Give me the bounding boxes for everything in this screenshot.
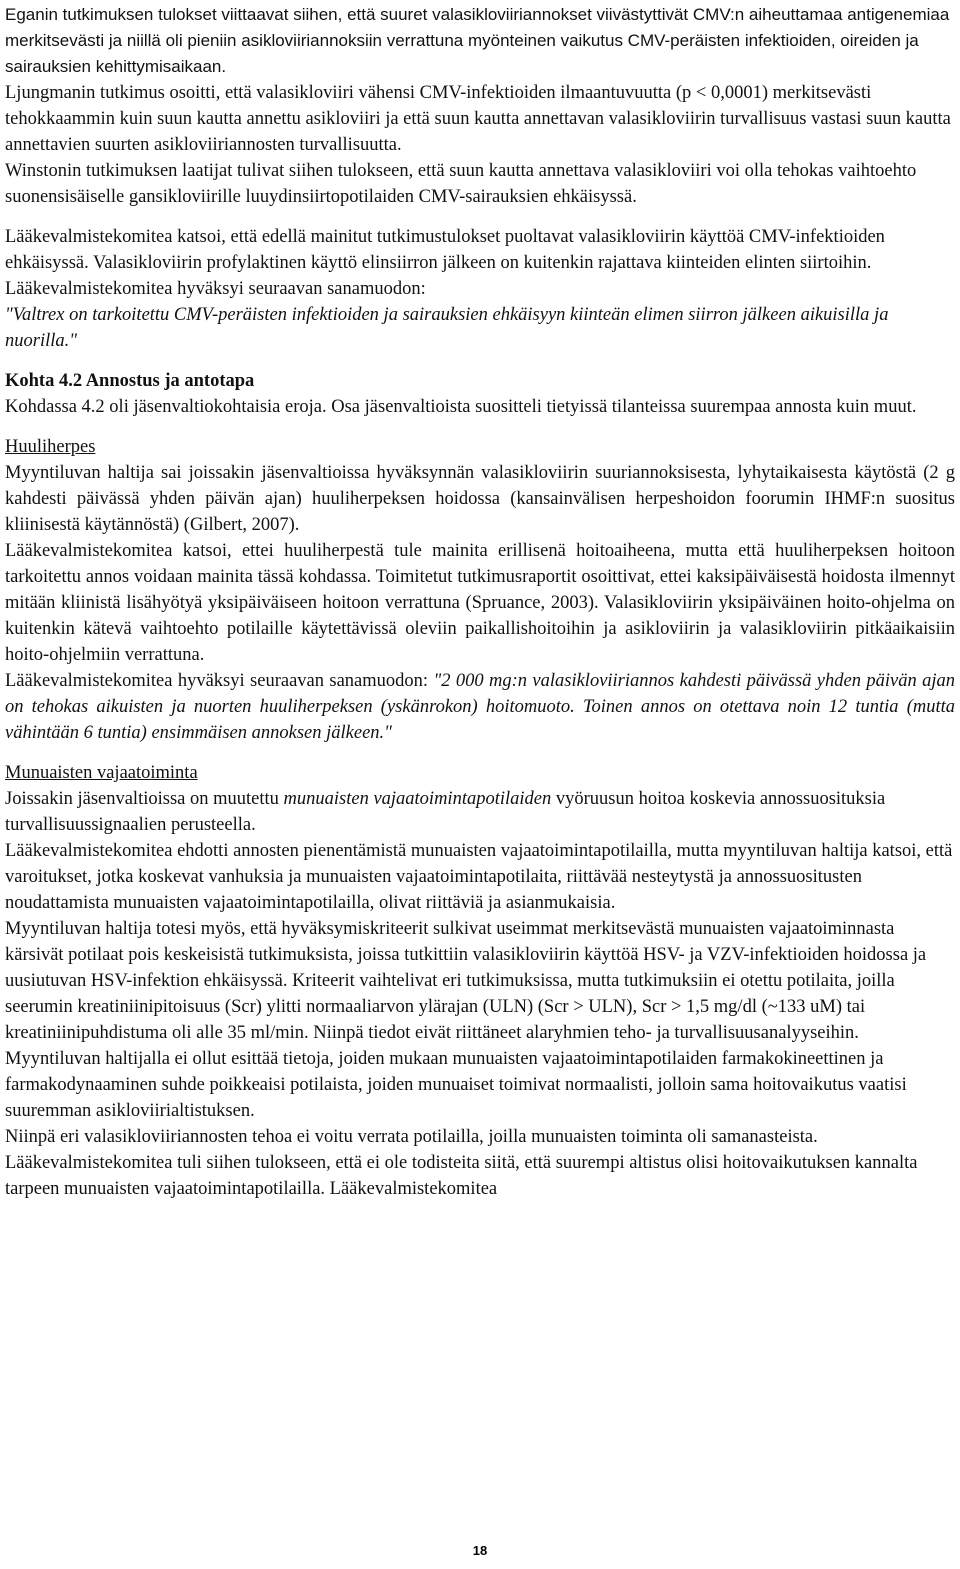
munuaisten-paragraph-1 <box>5 786 955 838</box>
approved-wording-quote: "Valtrex on tarkoitettu CMV-peräisten infektioiden ja sairauksien ehkäisyyn kiinteän elimen siirron jälkeen aikuisilla ja nuorilla." <box>5 305 889 351</box>
page-number: 18 <box>472 1543 488 1558</box>
section-intro-paragraph: Kohdassa 4.2 oli jäsenvaltiokohtaisia eroja. Osa jäsenvaltioista suositteli tietyissä tilanteissa suurempaa annosta kuin muut. <box>5 397 917 417</box>
munuaisten-p1-italic: munuaisten vajaatoimintapotilaiden <box>283 789 552 809</box>
section-heading: Kohta 4.2 Annostus ja antotapa <box>5 371 255 391</box>
munuaisten-paragraph-6: Lääkevalmistekomitea tuli siihen tulokseen, että ei ole todisteita siitä, että suurempi altistus olisi hoitovaikutuksen kannalta tarpeen munuaisten vajaatoimintapotilailla. Lääkevalmistekomitea <box>5 1153 918 1199</box>
munuaisten-heading: Munuaisten vajaatoiminta <box>5 763 198 783</box>
huuliherpes-heading: Huuliherpes <box>5 437 96 457</box>
munuaisten-paragraph-3: Myyntiluvan haltija totesi myös, että hyväksymiskriteerit sulkivat useimmat merkitsevästä munuaisten vajaatoiminnasta kärsivät potilaat pois keskeisistä tutkimuksista, joissa tutkittiin valasikloviirin käyttöä HSV- ja VZV-infektioiden hoidossa ja uusiutuvan HSV-infektion ehkäisyssä. Kriteerit vaihtelivat eri tutkimuksissa, mutta tutkimuksiin ei otettu potilaita, joilla seerumin kreatiniinipitoisuus (Scr) ylitti normaaliarvon ylärajan (ULN) (Scr > ULN), Scr > 1,5 mg/dl (~133 uM) tai kreatiniinipuhdistuma oli alle 35 ml/min. Niinpä tiedot eivät riittäneet alaryhmien teho- ja turvallisuusanalyyseihin. <box>5 919 927 1043</box>
intro-paragraph: Eganin tutkimuksen tulokset viittaavat siihen, että suuret valasikloviiriannokset viivästyttivät CMV:n aiheuttamaa antigenemiaa merkitsevästi ja niillä oli pieniin asikloviiriannoksiin verrattuna myönteinen vaikutus CMV-peräisten infektioiden, oireiden ja sairauksien kehittymisaikaan. <box>5 5 950 76</box>
huuliherpes-wording-quote: "2 000 mg:n valasikloviiriannos kahdesti päivässä yhden päivän ajan on tehokas aikuisten ja nuorten huuliherpeksen (yskänrokon) hoitomuoto. Toinen annos on otettava noin 12 tuntia (mutta vähintään 6 tuntia) ensimmäisen annoksen jälkeen." <box>5 671 955 743</box>
huuliherpes-paragraph-3 <box>5 668 955 746</box>
munuaisten-paragraph-4: Myyntiluvan haltijalla ei ollut esittää tietoja, joiden mukaan munuaisten vajaatoimintapotilaiden farmakokineettinen ja farmakodynaaminen suhde poikkeaisi potilaista, joiden munuaiset toimivat normaalisti, jolloin sama hoitovaikutus vaatisi suuremman asikloviirialtistuksen. <box>5 1049 907 1121</box>
committee-wording-paragraph: Lääkevalmistekomitea hyväksyi seuraavan sanamuodon: <box>5 279 426 299</box>
munuaisten-paragraph-2: Lääkevalmistekomitea ehdotti annosten pienentämistä munuaisten vajaatoimintapotilailla, mutta myyntiluvan haltija katsoi, että varoitukset, jotka koskevat vanhuksia ja munuaisten vajaatoimintapotilaita, riittävää nesteytystä ja annossuositusten noudattamista munuaisten vajaatoimintapotilailla, olivat riittäviä ja asianmukaisia. <box>5 841 953 913</box>
huuliherpes-wording-lead: Lääkevalmistekomitea hyväksyi seuraavan sanamuodon: <box>5 671 434 691</box>
committee-conclusion-paragraph: Lääkevalmistekomitea katsoi, että edellä mainitut tutkimustulokset puoltavat valasikloviirin käyttöä CMV-infektioiden ehkäisyssä. Valasikloviirin profylaktinen käyttö elinsiirron jälkeen on kuitenkin rajattava kiinteiden elinten siirtoihin. <box>5 227 885 273</box>
huuliherpes-paragraph-2: Lääkevalmistekomitea katsoi, ettei huuliherpestä tule mainita erillisenä hoitoaiheena, mutta että huuliherpeksen hoitoon tarkoitettu annos voidaan mainita tässä kohdassa. Toimitetut tutkimusraportit osoittivat, ettei kaksipäiväisestä hoidosta ilmennyt mitään kliinistä lisähyötyä yksipäiväiseen hoitoon verrattuna (Spruance, 2003). Valasikloviirin yksipäiväinen hoito-ohjelma on kuitenkin kätevä vaihtoehto potilaille käytettävissä oleviin paikallishoitoihin ja asikloviirin ja valasikloviirin pitkäaikaisiin hoito-ohjelmiin verrattuna. <box>5 541 955 665</box>
munuaisten-paragraph-5: Niinpä eri valasikloviiriannosten tehoa ei voitu verrata potilailla, joilla munuaisten toiminta oli samanasteista. <box>5 1127 818 1147</box>
ljungman-paragraph: Ljungmanin tutkimus osoitti, että valasikloviiri vähensi CMV-infektioiden ilmaantuvuutta (p < 0,0001) merkitsevästi tehokkaammin kuin suun kautta annettu asikloviiri ja että suun kautta annettavan valasikloviirin turvallisuus vastasi suun kautta annettavien suurten asikloviiriannosten turvallisuutta. <box>5 83 951 155</box>
winston-paragraph: Winstonin tutkimuksen laatijat tulivat siihen tulokseen, että suun kautta annettava valasikloviiri voi olla tehokas vaihtoehto suonensisäiselle gansikloviirille luuydinsiirtopotilaiden CMV-sairauksien ehkäisyssä. <box>5 161 917 207</box>
munuaisten-p1-start: Joissakin jäsenvaltioissa on muutettu <box>5 789 284 809</box>
huuliherpes-paragraph-1: Myyntiluvan haltija sai joissakin jäsenvaltioissa hyväksynnän valasikloviirin suuriannoksisesta, lyhytaikaisesta käytöstä (2 g kahdesti päivässä yhden päivän ajan) huuliherpeksen hoidossa (kansainvälisen herpeshoidon foorumin IHMF:n suositus kliinisestä käytännöstä) (Gilbert, 2007). <box>5 463 955 535</box>
munuaisten-p1-end: vyöruusun hoitoa koskevia annossuosituksia turvallisuussignaalien perusteella. <box>5 789 886 835</box>
